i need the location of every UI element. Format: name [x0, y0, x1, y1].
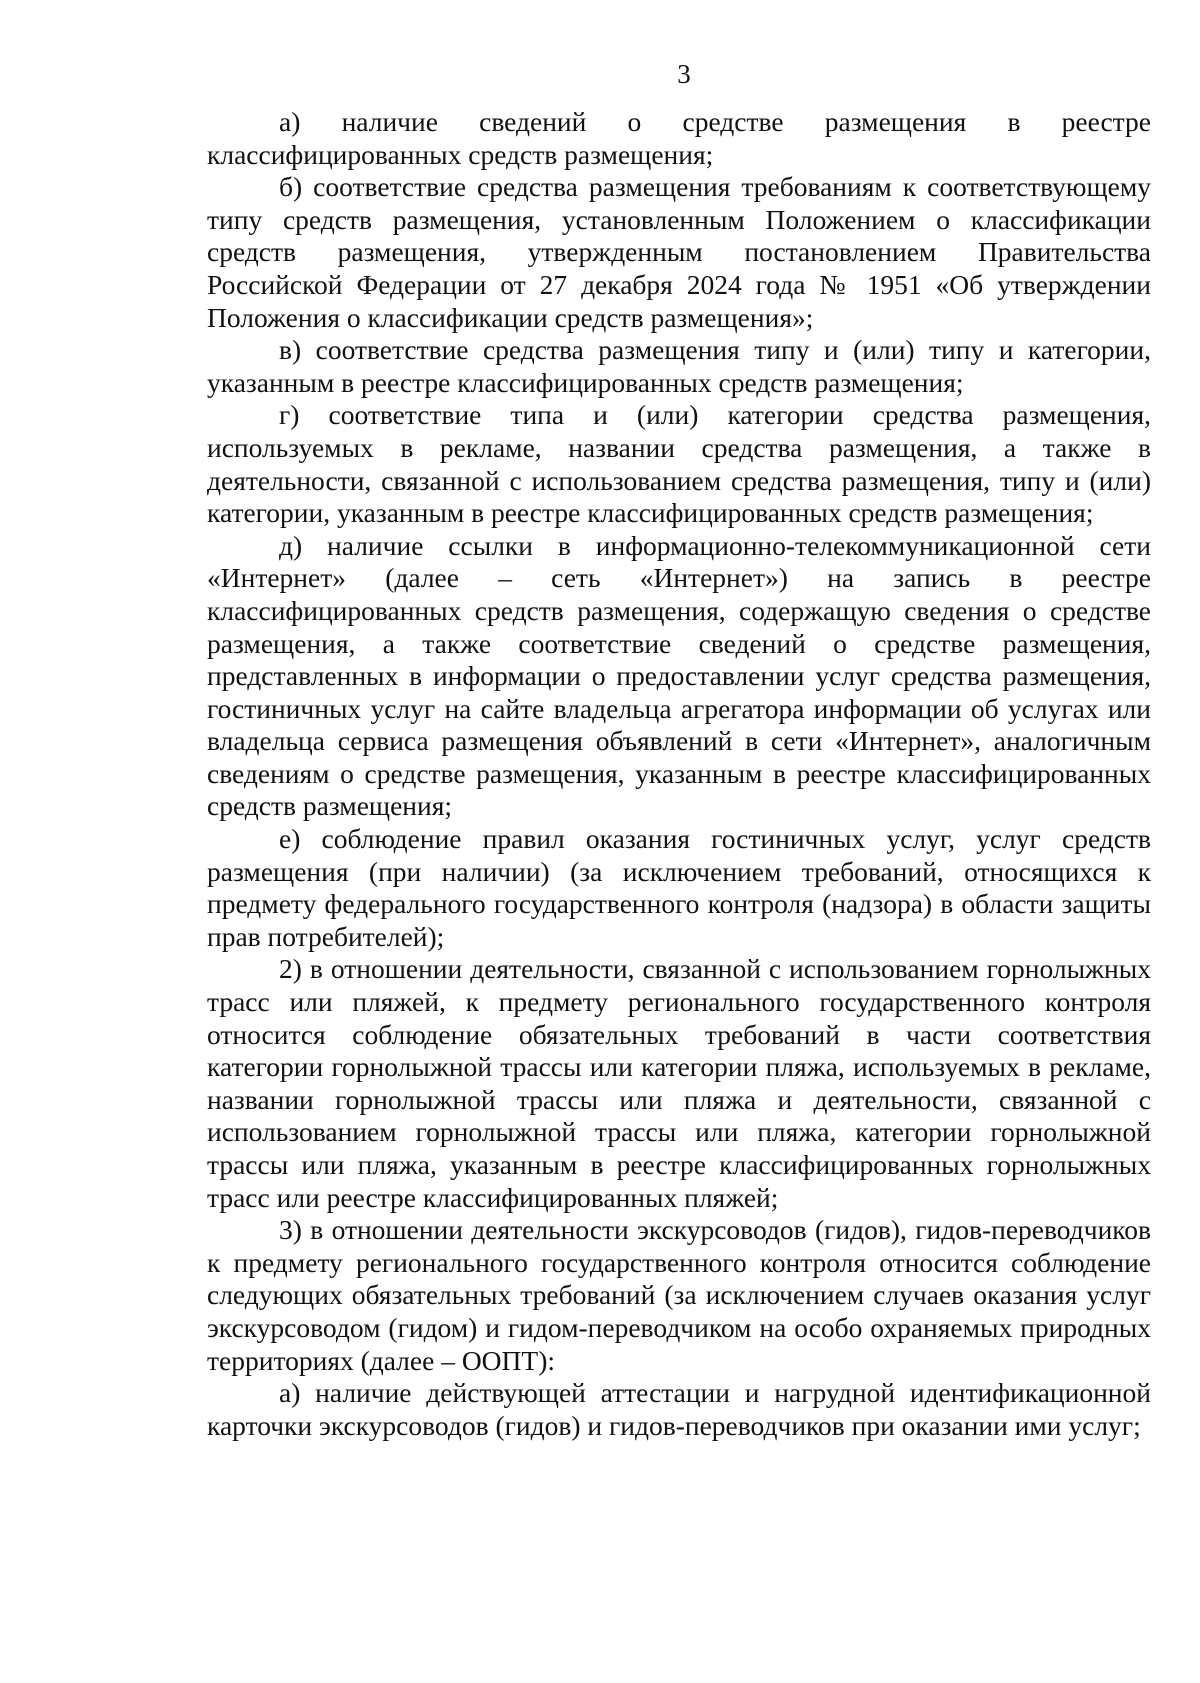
paragraph-point-3-guides: 3) в отношении деятельности экскурсоводов (гидов), гидов-переводчиков к предмету регионального государственного контроля относится соблюдение следующих обязательных требований (за исключением случаев оказания услуг экскурсоводом (гидом) и гидом-переводчиком на особо охраняемых природных территориях (далее – ООПТ):	[207, 1214, 1151, 1376]
paragraph-item-a-attestation: а) наличие действующей аттестации и нагрудной идентификационной карточки экскурсоводов (гидов) и гидов-переводчиков при оказании ими услуг;	[207, 1377, 1151, 1441]
paragraph-item-g-advertising: г) соответствие типа и (или) категории средства размещения, используемых в рекламе, названии средства размещения, а также в деятельности, связанной с использованием средства размещения, типу и (или) категории, указанным в реестре классифицированных средств размещения;	[207, 399, 1151, 529]
paragraph-item-e-hotel-rules: е) соблюдение правил оказания гостиничных услуг, услуг средств размещения (при наличии) (за исключением требований, относящихся к предмету федерального государственного контроля (надзора) в области защиты прав потребителей);	[207, 823, 1151, 952]
paragraph-item-a-registry-info: а) наличие сведений о средстве размещения в реестре классифицированных средств размещения;	[207, 106, 1151, 170]
paragraph-item-d-internet-link: д) наличие ссылки в информационно-телекоммуникационной сети «Интернет» (далее – сеть «Интернет») на запись в реестре классифицированных средств размещения, содержащую сведения о средстве размещения, а также соответствие сведений о средстве размещения, представленных в информации о предоставлении услуг средства размещения, гостиничных услуг на сайте владельца агрегатора информации об услугах или владельца сервиса размещения объявлений в сети «Интернет», аналогичным сведениям о средстве размещения, указанным в реестре классифицированных средств размещения;	[207, 529, 1151, 822]
paragraph-item-v-type-category: в) соответствие средства размещения типу и (или) типу и категории, указанным в реестре классифицированных средств размещения;	[207, 334, 1151, 398]
paragraph-item-b-type-requirements: б) соответствие средства размещения требованиям к соответствующему типу средств размещения, установленным Положением о классификации средств размещения, утвержденным постановлением Правительства Российской Федерации от 27 декабря 2024 года № 1951 «Об утверждении Положения о классификации средств размещения»;	[207, 171, 1151, 333]
document-body	[207, 106, 1151, 1442]
paragraph-point-2-ski-beaches: 2) в отношении деятельности, связанной с использованием горнолыжных трасс или пляжей, к предмету регионального государственного контроля относится соблюдение обязательных требований в части соответствия категории горнолыжной трассы или категории пляжа, используемых в рекламе, названии горнолыжной трассы или пляжа и деятельности, связанной с использованием горнолыжной трассы или пляжа, категории горнолыжной трассы или пляжа, указанным в реестре классифицированных горнолыжных трасс или реестре классифицированных пляжей;	[207, 953, 1151, 1213]
page-number: 3	[677, 59, 691, 89]
